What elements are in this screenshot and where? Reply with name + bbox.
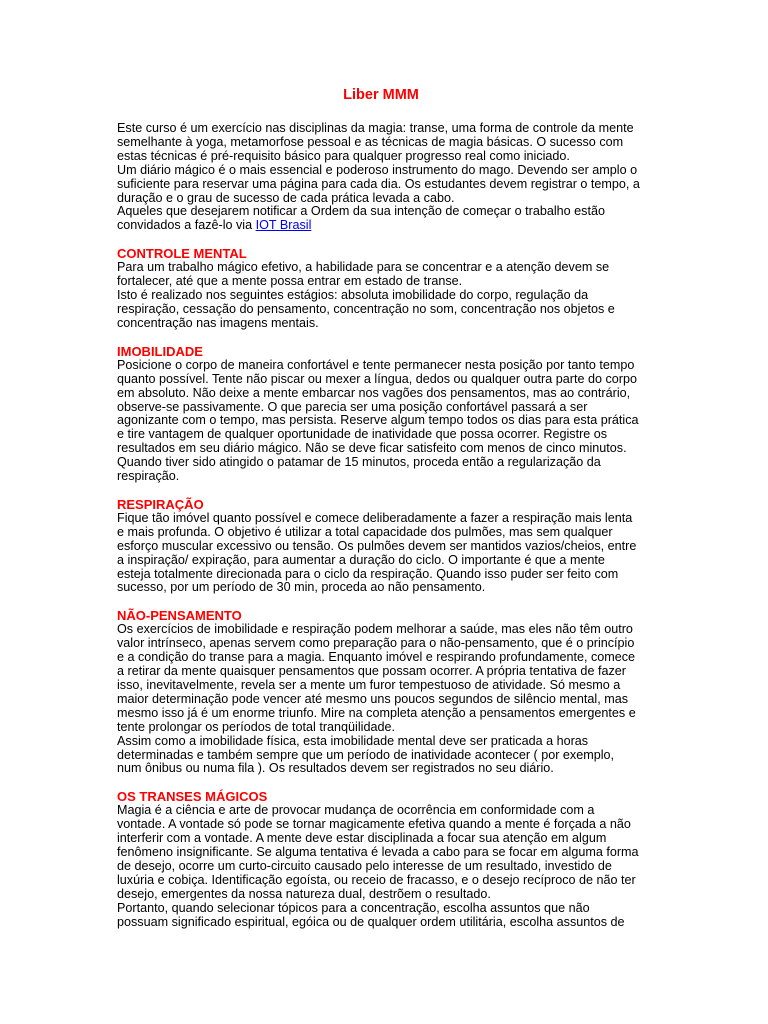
section-controle-mental xyxy=(117,246,657,331)
text-line: determinadas e também sempre que um período de inatividade acontecer ( por exemplo, xyxy=(117,747,615,762)
section-respiracao xyxy=(117,497,657,595)
text-line: concentração nas imagens mentais. xyxy=(117,315,319,330)
text-line: valor intrínseco, apenas servem como preparação para o não-pensamento, que é o princípio xyxy=(117,636,635,651)
text-line: luxúria e cobiça. Identificação egoísta, ou receio de fracasso, e o desejo recíproco de não ter xyxy=(117,872,636,887)
text-line: Aqueles que desejarem notificar a Ordem da sua intenção de começar o trabalho estão xyxy=(117,204,605,219)
text-line: e mais profunda. O objetivo é utilizar a total capacidade dos pulmões, mas sem qualquer xyxy=(117,524,613,539)
text-line: possuam significado espiritual, egóica ou de qualquer ordem utilitária, escolha assuntos de xyxy=(117,914,625,929)
text-line: esforço muscular excessivo ou tensão. Os pulmões devem ser mantidos vazios/cheios, entre xyxy=(117,538,637,553)
text-line: fenômeno insignificante. Se alguma tentativa é levada a cabo para se focar em alguma forma xyxy=(117,845,639,860)
text-line: e a condição do transe para a magia. Enquanto imóvel e respirando profundamente, comece xyxy=(117,650,636,665)
text-line: Quando tiver sido atingido o patamar de 15 minutos, proceda então a regularização da xyxy=(117,455,601,470)
document-body xyxy=(117,122,657,930)
text-line: duração e o grau de sucesso de cada prática levada a cabo. xyxy=(117,190,455,205)
page-title: Liber MMM xyxy=(343,87,419,103)
section-heading: CONTROLE MENTAL xyxy=(117,246,247,262)
iot-brasil-link[interactable]: IOT Brasil xyxy=(255,218,312,233)
text-line: respiração, cessação do pensamento, concentração no som, concentração nos objetos e xyxy=(117,301,615,316)
text-line: interferir com a vontade. A mente deve estar disciplinada a focar sua atenção em algum xyxy=(117,831,607,846)
text-line: sucesso, por um período de 30 min, proceda ao não pensamento. xyxy=(117,580,486,595)
text-line: Fique tão imóvel quanto possível e comece deliberadamente a fazer a respiração mais lenta xyxy=(117,510,633,525)
text-line: resultados em seu diário mágico. Não se deve ficar satisfeito com menos de cinco minutos. xyxy=(117,441,627,456)
text-line: isso, inevitavelmente, revela ser a mente um furor tempestuoso de atividade. Só mesmo a xyxy=(117,678,621,692)
text-line: desejo, emergentes da nossa natureza dual, destrõem o resultado. xyxy=(117,886,491,901)
text-line: semelhante à yoga, metamorfose pessoal e as técnicas de magia básicas. O sucesso com xyxy=(117,134,624,149)
section-heading: RESPIRAÇÃO xyxy=(117,496,204,512)
text-line: e tire vantagem de qualquer oportunidade de inatividade que possa ocorrer. Registre os xyxy=(117,427,608,442)
link-prefix: convidados a fazê-lo via xyxy=(117,218,256,233)
section-heading: NÃO-PENSAMENTO xyxy=(117,608,242,624)
text-line: agonizante com o tempo, mas persista. Reserve algum tempo todos os dias para esta prática xyxy=(117,413,639,428)
text-line: vontade. A vontade só pode se tornar magicamente efetiva quando a mente é forçada a não xyxy=(117,817,631,832)
section-heading: OS TRANSES MÁGICOS xyxy=(117,789,268,805)
text-line: Posicione o corpo de maneira confortável e tente permanecer nesta posição por tanto tempo xyxy=(117,357,635,372)
text-line: Magia é a ciência e arte de provocar mudança de ocorrência em conformidade com a xyxy=(117,803,595,818)
text-line: num ônibus ou numa fila ). Os resultados devem ser registrados no seu diário. xyxy=(117,761,554,776)
text-line: Portanto, quando selecionar tópicos para a concentração, escolha assuntos que não xyxy=(117,900,590,915)
text-line: estas técnicas é pré-requisito básico para qualquer progresso real como iniciado. xyxy=(117,148,570,163)
text-line: esteja totalmente direcionada para o ciclo da respiração. Quando isso puder ser feito com xyxy=(117,566,619,581)
text-line: maior determinação pode vencer até mesmo uns poucos segundos de silêncio mental, mas xyxy=(117,691,629,706)
text-line: suficiente para reservar uma página para cada dia. Os estudantes devem registrar o tempo, a xyxy=(117,176,640,191)
text-line: Isto é realizado nos seguintes estágios: absoluta imobilidade do corpo, regulação da xyxy=(117,288,589,303)
text-line: Um diário mágico é o mais essencial e poderoso instrumento do mago. Devendo ser amplo o xyxy=(117,162,638,177)
text-line: Assim como a imobilidade física, esta imobilidade mental deve ser praticada a horas xyxy=(117,733,589,748)
text-line: mesmo isso já é um enorme triunfo. Mire na completa atenção a pensamentos emergentes e xyxy=(117,705,636,720)
section-nao-pensamento xyxy=(117,608,657,776)
text-line: de desejo, ocorre um curto-circuito causado pelo interesse de um resultado, investido de xyxy=(117,858,612,873)
text-line: fortalecer, até que a mente possa entrar em estado de transe. xyxy=(117,274,463,289)
text-line: observe-se passivamente. O que parecia ser uma posição confortável passará a ser xyxy=(117,399,588,414)
text-line: respiração. xyxy=(117,469,180,484)
text-line: Para um trabalho mágico efetivo, a habilidade para se concentrar e a atenção devem se xyxy=(117,260,610,275)
text-line: Os exercícios de imobilidade e respiração podem melhorar a saúde, mas eles não têm outro xyxy=(117,622,633,637)
section-imobilidade xyxy=(117,344,657,484)
text-line: em absoluto. Não deixe a mente embarcar nos vagões dos pensamentos, mas ao contrário, xyxy=(117,385,631,400)
text-line: a retirar da mente quaisquer pensamentos que possam ocorrer. A própria tentativa de fazer xyxy=(117,664,626,679)
section-transes-magicos xyxy=(117,789,657,929)
section-heading: IMOBILIDADE xyxy=(117,343,203,359)
text-line: tente prolongar os períodos de total tranqüilidade. xyxy=(117,719,395,734)
text-line: a inspiração/ expiração, para aumentar a duração do ciclo. O importante é que a mente xyxy=(117,552,605,567)
text-line: quanto possível. Tente não piscar ou mexer a língua, dedos ou qualquer outra parte do corpo xyxy=(117,371,637,386)
text-line xyxy=(117,219,657,233)
text-line: Este curso é um exercício nas disciplinas da magia: transe, uma forma de controle da mente xyxy=(117,121,634,135)
intro-paragraph xyxy=(117,122,657,233)
